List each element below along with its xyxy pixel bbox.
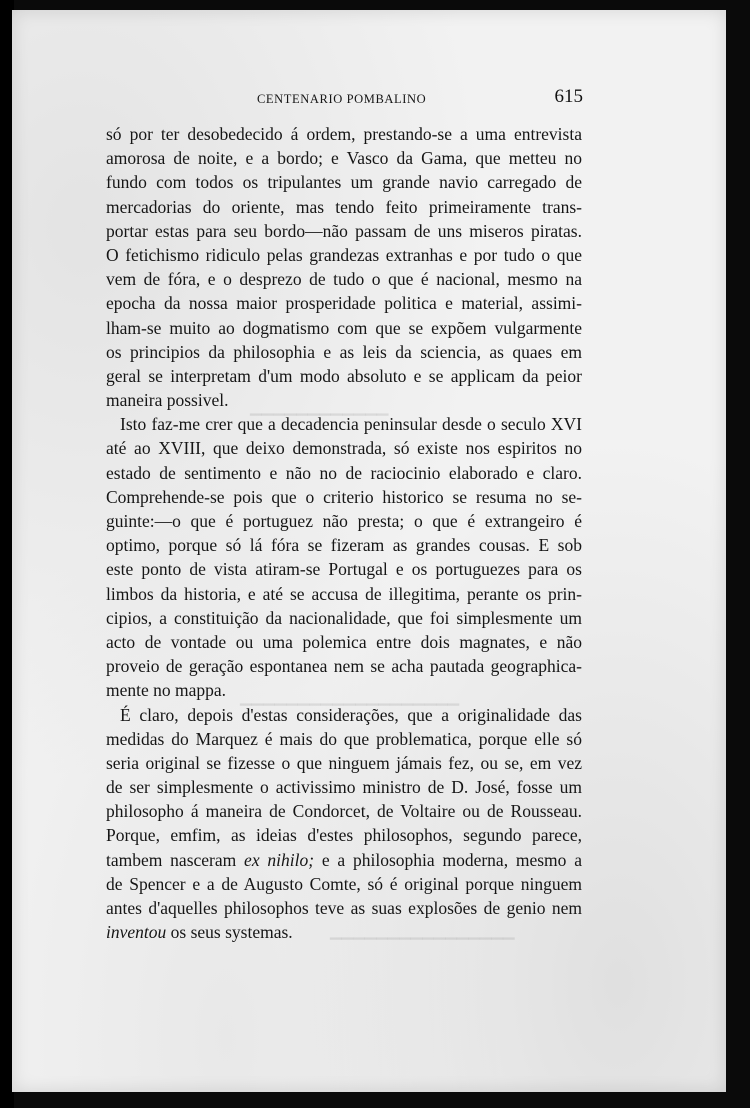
text-line: seria original se fizesse o que ninguem jámais fez, ou se, em vez: [106, 752, 582, 773]
running-head-title: CENTENARIO POMBALINO: [257, 92, 427, 106]
italic-phrase: ex nihilo;: [244, 849, 315, 870]
paragraph-2: [106, 412, 582, 702]
text-line: este ponto de vista atiram-se Portugal e os portuguezes para os: [106, 559, 582, 580]
text-line: tambem nasceram ex nihilo; e a philosophia moderna, mesmo a: [106, 849, 582, 870]
text-line: lham-se muito ao dogmatismo com que se expõem vulgarmente: [106, 317, 582, 338]
running-head: [105, 86, 583, 108]
text-line: acto de vontade ou uma polemica entre dois magnates, e não: [106, 631, 582, 652]
text-line: de Spencer e a de Augusto Comte, só é original porque ninguem: [106, 873, 582, 894]
bleed-through: ▁▁▁▁▁▁▁▁▁▁▁▁: [250, 400, 389, 416]
text-line: medidas do Marquez é mais do que problematica, porque elle só: [106, 728, 582, 749]
text-line: fundo com todos os tripulantes um grande navio carregado de: [106, 172, 582, 193]
text-line: cipios, a constituição da nacionalidade, que foi simplesmente um: [106, 607, 582, 628]
text-line: maneira possivel.: [106, 390, 229, 411]
text-line: portar estas para seu bordo—não passam de uns miseros piratas.: [106, 220, 582, 241]
text-line: philosopho á maneira de Condorcet, de Voltaire ou de Rousseau.: [106, 801, 582, 822]
bleed-through: ▁▁▁▁▁▁▁▁▁▁▁▁▁▁▁▁▁▁▁: [240, 690, 460, 706]
italic-word: inventou: [106, 922, 167, 943]
text-line: É claro, depois d'estas considerações, que a originalidade das: [120, 704, 582, 725]
page-number: 615: [554, 86, 583, 107]
bleed-through: ▁▁▁▁▁▁▁▁▁▁▁▁▁▁▁▁: [330, 924, 515, 940]
text-line: só por ter desobedecido á ordem, prestando-se a uma entrevista: [106, 124, 582, 144]
text-line: Isto faz-me crer que a decadencia peninsular desde o seculo XVI: [120, 414, 582, 435]
text-line: Porque, emfim, as ideias d'estes philosophos, segundo parece,: [106, 825, 582, 846]
text-line: inventou os seus systemas.: [106, 922, 293, 943]
text-line: guinte:—o que é portuguez não presta; o que é extrangeiro é: [106, 511, 582, 531]
paragraph-1: [106, 122, 582, 412]
text-line: de ser simplesmente o activissimo ministro de D. José, fosse um: [106, 777, 582, 798]
text-line: optimo, porque só lá fóra se fizeram as grandes cousas. E sob: [106, 535, 582, 556]
text-line: proveio de geração espontanea nem se acha pautada geographica-: [106, 656, 582, 677]
text-line: limbos da historia, e até se accusa de illegitima, perante os prin-: [106, 583, 582, 604]
text-line: epocha da nossa maior prosperidade politica e material, assimi-: [106, 293, 582, 314]
text-line: mente no mappa.: [106, 680, 227, 701]
text-line: antes d'aquelles philosophos teve as suas explosões de genio nem: [106, 898, 582, 918]
text-line: mercadorias do oriente, mas tendo feito primeiramente trans-: [106, 196, 582, 217]
text-line: Comprehende-se pois que o criterio historico se resuma no se-: [106, 486, 582, 507]
text-line: vem de fóra, e o desprezo de tudo o que é nacional, mesmo na: [106, 269, 582, 290]
text-line: amorosa de noite, e a bordo; e Vasco da Gama, que metteu no: [106, 148, 582, 169]
text-line: os principios da philosophia e as leis da sciencia, as quaes em: [106, 341, 582, 362]
text-line: O fetichismo ridiculo pelas grandezas extranhas e por tudo o que: [106, 244, 582, 265]
text-line: geral se interpretam d'um modo absoluto e se applicam da peior: [106, 365, 582, 386]
text-line: estado de sentimento e não no de raciocinio elaborado e claro.: [106, 462, 582, 483]
body-text: [106, 122, 582, 944]
text-line: até ao XVIII, que deixo demonstrada, só existe nos espiritos no: [106, 438, 582, 459]
paragraph-3: [106, 703, 582, 945]
